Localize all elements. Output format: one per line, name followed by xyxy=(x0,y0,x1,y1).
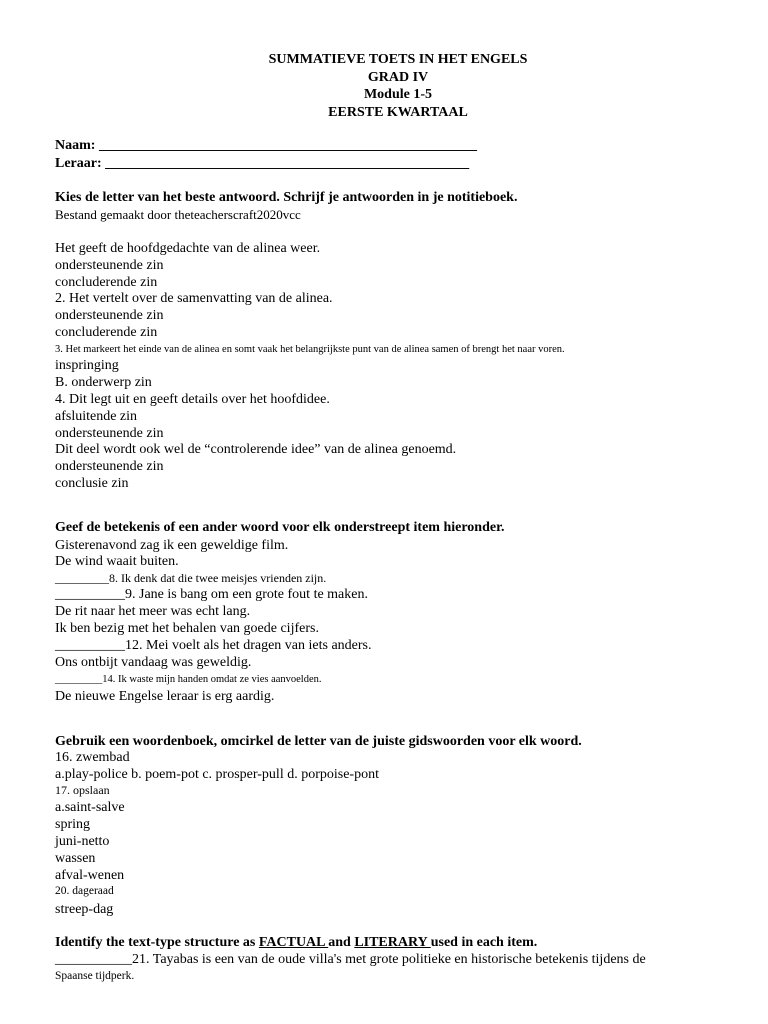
section1-line: ondersteunende zin xyxy=(55,459,164,474)
name-blank: ______________________________________________________ xyxy=(98,138,477,153)
section3-line: streep-dag xyxy=(55,902,114,917)
section4-and: and xyxy=(328,935,355,950)
section3-line: afval-wenen xyxy=(55,868,125,883)
section3-instruction: Gebruik een woordenboek, omcirkel de letter van de juiste gidswoorden voor elk woord. xyxy=(55,734,582,749)
header-grade: GRAD IV xyxy=(367,69,429,85)
name-field xyxy=(55,137,477,154)
section2-line: __________9. Jane is bang om een grote fout te maken. xyxy=(55,587,368,602)
section1-credit: Bestand gemaakt door theteacherscraft2020vcc xyxy=(55,207,301,222)
section3-line: 17. opslaan xyxy=(55,783,110,797)
section1-instruction: Kies de letter van het beste antwoord. Schrijf je antwoorden in je notitieboek. xyxy=(55,190,518,205)
header-title: SUMMATIEVE TOETS IN HET ENGELS xyxy=(268,52,528,67)
teacher-field xyxy=(55,155,469,172)
section4-item21: ___________21. Tayabas is een van de oude villa's met grote politieke en historische betekenis tijdens de xyxy=(55,952,646,967)
section1-line: concluderende zin xyxy=(55,275,158,290)
section1-line: concluderende zin xyxy=(55,325,158,340)
section4-item21-cont: Spaanse tijdperk. xyxy=(55,970,135,982)
section1-line: 4. Dit legt uit en geeft details over het hoofdidee. xyxy=(55,392,330,407)
name-label: Naam: xyxy=(55,138,96,153)
section1-line: inspringing xyxy=(55,358,119,373)
section1-line: afsluitende zin xyxy=(55,409,138,424)
section1-line: 3. Het markeert het einde van de alinea en somt vaak het belangrijkste punt van de alinea samen of brengt het naar voren. xyxy=(55,344,565,355)
header-module: Module 1-5 xyxy=(363,87,433,102)
section1-line: 2. Het vertelt over de samenvatting van de alinea. xyxy=(55,291,333,306)
section3-line: a.saint-salve xyxy=(55,800,125,815)
section3-line: juni-netto xyxy=(55,834,110,849)
section4-instruction-post: used in each item. xyxy=(430,935,538,950)
factual-keyword: FACTUAL xyxy=(258,935,329,950)
section3-line: 20. dageraad xyxy=(55,885,114,897)
section4-instruction xyxy=(55,934,537,951)
document-header xyxy=(0,51,768,121)
section1-line: B. onderwerp zin xyxy=(55,375,152,390)
section3-line: a.play-police b. poem-pot c. prosper-pull d. porpoise-pont xyxy=(55,767,379,782)
header-quarter: EERSTE KWARTAAL xyxy=(328,104,468,120)
section1-line: Het geeft de hoofdgedachte van de alinea weer. xyxy=(55,241,321,256)
section2-line: De nieuwe Engelse leraar is erg aardig. xyxy=(55,689,275,704)
section2-line: Ons ontbijt vandaag was geweldig. xyxy=(55,655,252,670)
section3-line: 16. zwembad xyxy=(55,750,130,765)
section3-line: wassen xyxy=(55,851,96,866)
section2-line: _________14. Ik waste mijn handen omdat ze vies aanvoelden. xyxy=(55,674,322,685)
section1-line: ondersteunende zin xyxy=(55,426,164,441)
section2-line: Ik ben bezig met het behalen van goede cijfers. xyxy=(55,621,319,636)
section2-line: De wind waait buiten. xyxy=(55,554,179,569)
section1-line: ondersteunende zin xyxy=(55,308,164,323)
teacher-blank: ____________________________________________________ xyxy=(105,156,470,171)
section2-line: __________12. Mei voelt als het dragen van iets anders. xyxy=(55,638,372,653)
teacher-label: Leraar: xyxy=(55,156,102,171)
section2-line: _________8. Ik denk dat die twee meisjes vrienden zijn. xyxy=(55,571,327,585)
section1-line: Dit deel wordt ook wel de “controlerende idee” van de alinea genoemd. xyxy=(55,442,457,457)
section1-line: conclusie zin xyxy=(55,476,129,491)
section2-line: De rit naar het meer was echt lang. xyxy=(55,604,251,619)
section4-instruction-pre: Identify the text-type structure as xyxy=(55,935,259,950)
section3-line: spring xyxy=(55,817,90,832)
literary-keyword: LITERARY xyxy=(354,935,431,950)
section1-line: ondersteunende zin xyxy=(55,258,164,273)
section2-line: Gisterenavond zag ik een geweldige film. xyxy=(55,538,289,553)
section2-instruction: Geef de betekenis of een ander woord voor elk onderstreept item hieronder. xyxy=(55,520,505,535)
